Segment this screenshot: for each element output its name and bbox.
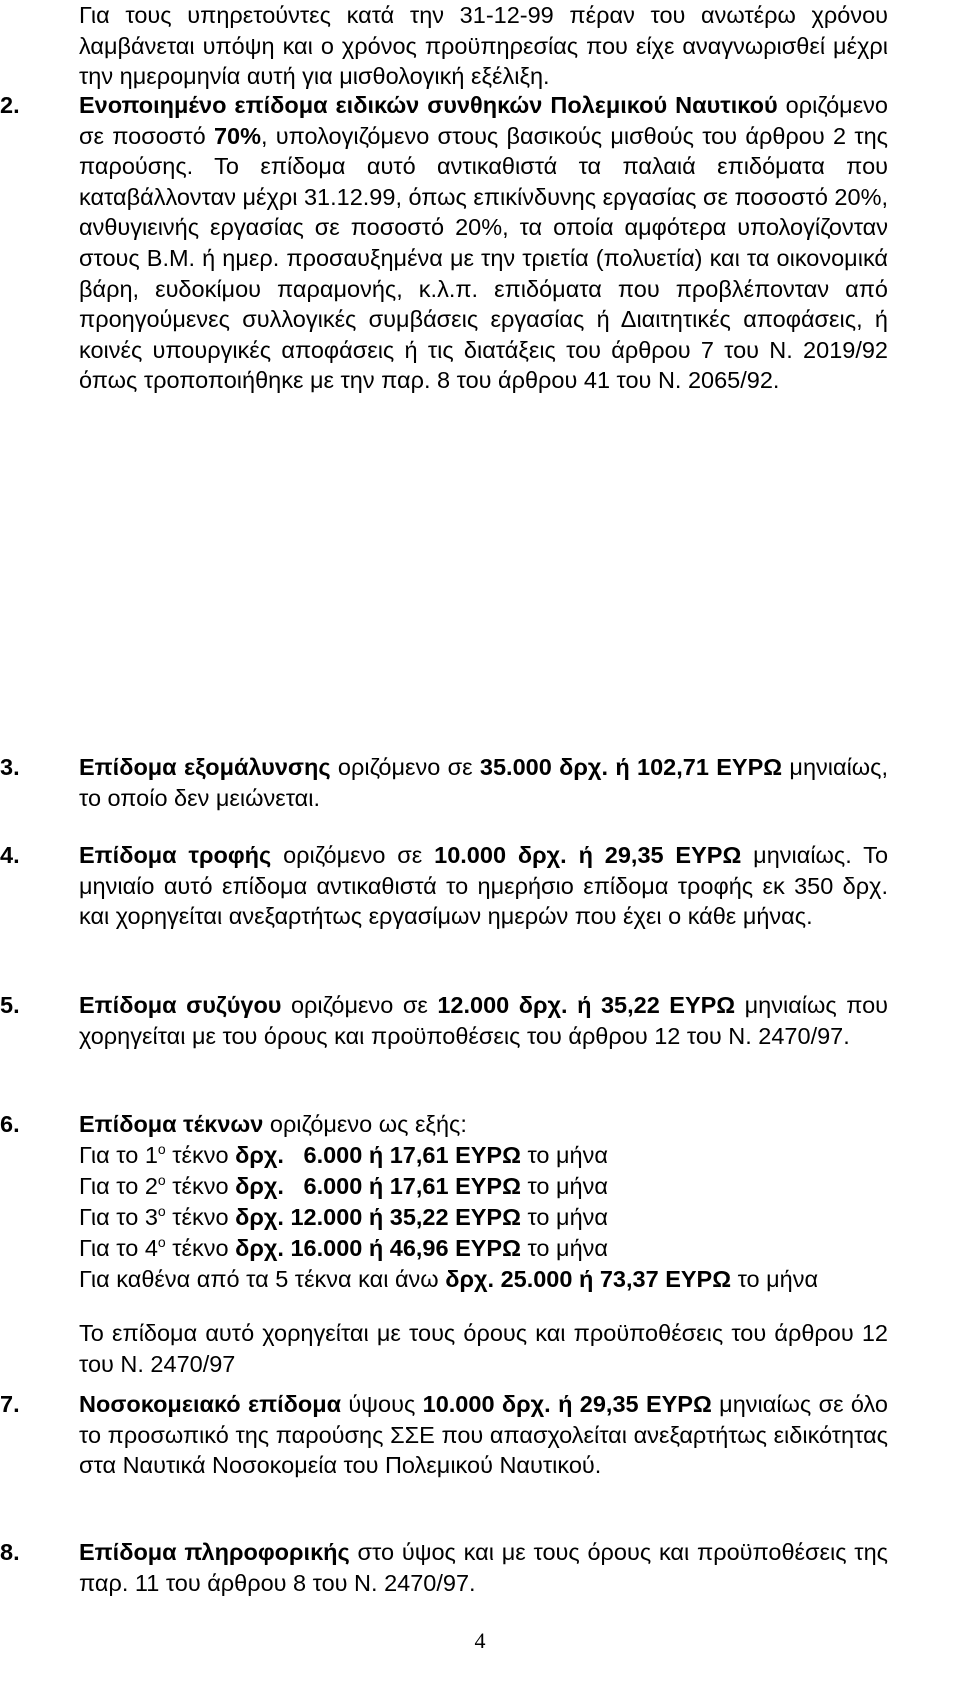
item-3 [0, 752, 889, 813]
row-amount: δρχ. 25.000 ή 73,37 ΕΥΡΩ [445, 1266, 732, 1292]
item-7-euro: ή 29,35 ΕΥΡΩ [558, 1391, 712, 1417]
item-8-number: 8. [0, 1539, 20, 1565]
item-4-title: Επίδομα τροφής [79, 842, 272, 868]
item-8 [0, 1537, 888, 1598]
item-6-title: Επίδομα τέκνων [79, 1111, 264, 1137]
item-2-text-b: , υπολογιζόμενο στους βασικούς μισθούς του άρθρου 2 της παρούσης. Το επίδομα αυτό αντικαθιστά τα παλαιά επιδόματα που καταβάλλονταν μέχρι 31.12.99, όπως επικίνδυνης εργασίας σε ποσοστό 20%, ανθυγιεινής εργασίας σε ποσοστό 20%, τα οποία αμφότερα υπολογίζονταν στους Β.Μ. ή ημερ. προσαυξημένα με την τριετία (πολυετία) και τα οικονομικά βάρη, ευδοκίμου παραμονής, κ.λ.π. επιδόματα που προβλέπονταν από προηγούμενες συλλογικές συμβάσεις εργασίας ή Διαιτητικές αποφάσεις, ή κοινές υπουργικές αποφάσεις ή τις διατάξεις του άρθρου 7 του Ν. 2019/92 όπως τροποποιήθηκε με την παρ. 8 του άρθρου 41 του Ν. 2065/92. [79, 122, 889, 394]
row-period: το μήνα [731, 1266, 819, 1292]
child-allowance-row [79, 1171, 608, 1202]
item-7-amount: 10.000 δρχ. [422, 1391, 551, 1417]
intro-paragraph [79, 0, 888, 92]
item-3-euro: ή 102,71 ΕΥΡΩ [615, 754, 783, 780]
row-label-b: τέκνο [165, 1204, 236, 1230]
item-2-percent: 70% [213, 122, 261, 149]
item-2 [0, 90, 889, 396]
row-ordinal: ο [157, 1203, 166, 1219]
row-period: το μήνα [520, 1173, 608, 1199]
row-period: το μήνα [520, 1204, 608, 1230]
item-5-text-b: μηνιαίως που χορηγείται με του όρους και προϋποθέσεις του άρθρου 12 του Ν. 2470/97. [79, 992, 889, 1049]
row-label: Για το 4 [79, 1235, 158, 1261]
row-amount: δρχ. 6.000 ή 17,61 ΕΥΡΩ [235, 1173, 521, 1199]
item-4-number: 4. [0, 842, 20, 868]
row-label: Για το 1 [79, 1142, 158, 1168]
row-amount: δρχ. 6.000 ή 17,61 ΕΥΡΩ [235, 1142, 521, 1168]
row-period: το μήνα [520, 1235, 608, 1261]
item-3-number: 3. [0, 754, 20, 780]
item-7-number: 7. [0, 1391, 20, 1417]
item-5-text-a: οριζόμενο σε [281, 992, 438, 1018]
row-label-b: τέκνο [165, 1142, 236, 1168]
page-number: 4 [474, 1628, 486, 1653]
item-3-title: Επίδομα εξομάλυνσης [79, 754, 331, 780]
child-allowance-row [79, 1202, 608, 1233]
child-allowance-row [79, 1140, 608, 1171]
row-label: Για το 2 [79, 1173, 158, 1199]
item-6 [0, 1109, 888, 1140]
item-5-euro: ή 35,22 ΕΥΡΩ [577, 992, 736, 1018]
item-5-title: Επίδομα συζύγου [79, 992, 282, 1018]
item-6-note [79, 1318, 888, 1379]
row-label: Για το 3 [79, 1204, 158, 1230]
item-5-number: 5. [0, 992, 20, 1018]
item-5 [0, 990, 889, 1051]
item-2-text-a: οριζόμενο σε ποσοστό [79, 92, 888, 149]
item-4-space [567, 842, 579, 868]
row-ordinal: ο [157, 1141, 166, 1157]
item-3-text-b: μηνιαίως, το οποίο δεν μειώνεται. [79, 754, 889, 811]
row-amount: δρχ. 16.000 ή 46,96 ΕΥΡΩ [235, 1235, 521, 1261]
item-7-text-b: μηνιαίως σε όλο το προσωπικό της παρούσης ΣΣΕ που απασχολείται ανεξαρτήτως ειδικότητας στα Ναυτικά Νοσοκομεία του Πολεμικού Ναυτικού. [79, 1391, 888, 1479]
item-4-euro: ή 29,35 ΕΥΡΩ [578, 842, 742, 868]
item-7 [0, 1389, 888, 1481]
item-4-text-b: μηνιαίως. Το μηνιαίο αυτό επίδομα αντικαθιστά το ημερήσιο επίδομα τροφής εκ 350 δρχ. και χορηγείται ανεξαρτήτως εργασίμων ημερών που έχει ο κάθε μήνας. [79, 842, 889, 930]
child-allowance-row [79, 1264, 818, 1295]
row-label-b: τέκνο [165, 1235, 236, 1261]
item-7-text-a: ύψους [341, 1391, 423, 1417]
item-7-space [551, 1391, 558, 1417]
item-2-title: Ενοποιημένο επίδομα ειδικών συνθηκών Πολεμικού Ναυτικού [79, 92, 778, 118]
row-label-b: τέκνο [165, 1173, 236, 1199]
item-6-text-a: οριζόμενο ως εξής: [263, 1111, 467, 1137]
item-5-amount: 12.000 δρχ. [437, 992, 568, 1018]
item-7-title: Νοσοκομειακό επίδομα [79, 1391, 342, 1417]
item-4 [0, 840, 889, 932]
item-5-space [568, 992, 578, 1018]
item-6-number: 6. [0, 1111, 20, 1137]
item-2-number: 2. [0, 92, 20, 118]
row-period: το μήνα [520, 1142, 608, 1168]
item-3-amount: 35.000 δρχ. [479, 754, 608, 780]
row-ordinal: ο [157, 1234, 166, 1250]
item-4-text-a: οριζόμενο σε [271, 842, 435, 868]
child-allowance-row [79, 1233, 608, 1264]
item-4-amount: 10.000 δρχ. [434, 842, 567, 868]
item-6-note-text: Το επίδομα αυτό χορηγείται με τους όρους και προϋποθέσεις του άρθρου 12 του Ν. 2470/97 [79, 1320, 888, 1377]
item-3-text-a: οριζόμενο σε [330, 754, 480, 780]
intro-text: Για τους υπηρετούντες κατά την 31-12-99 πέραν του ανωτέρω χρόνου λαμβάνεται υπόψη και ο χρόνος προϋπηρεσίας που είχε αναγνωρισθεί μέχρι την ημερομηνία αυτή για μισθολογική εξέλιξη. [79, 2, 888, 90]
row-amount: δρχ. 12.000 ή 35,22 ΕΥΡΩ [235, 1204, 521, 1230]
item-8-text-a: στο ύψος και με τους όρους και προϋποθέσεις της παρ. 11 του άρθρου 8 του Ν. 2470/97. [79, 1539, 888, 1596]
item-8-title: Επίδομα πληροφορικής [79, 1539, 350, 1565]
row-ordinal: ο [157, 1172, 166, 1188]
row-label: Για καθένα από τα 5 τέκνα και άνω [79, 1266, 446, 1292]
